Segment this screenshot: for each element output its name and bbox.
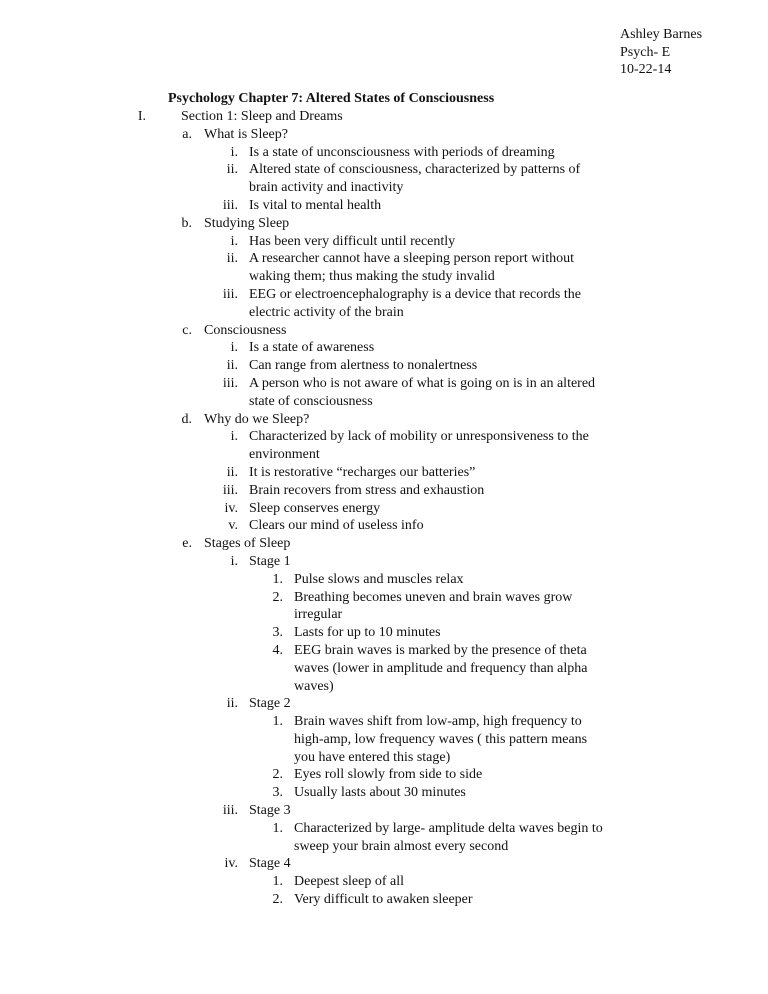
outline-text: Clears our mind of useless info [249, 518, 424, 534]
outline-marker: iv. [224, 856, 238, 872]
outline-text: Stage 1 [249, 553, 291, 569]
outline-marker: 3. [272, 625, 283, 641]
outline-text: Stage 3 [249, 803, 291, 819]
outline-text: Brain recovers from stress and exhaustion [249, 482, 485, 498]
outline-line [0, 446, 768, 464]
outline-line [0, 428, 768, 446]
outline-text: Pulse slows and muscles relax [294, 571, 464, 587]
outline-line [0, 695, 768, 713]
outline-line [0, 606, 768, 624]
outline-text: Is a state of awareness [249, 340, 375, 356]
outline-line [0, 464, 768, 482]
outline-marker: iv. [224, 500, 238, 516]
outline-line [0, 357, 768, 375]
outline-text: Consciousness [204, 322, 287, 338]
notes-outline [0, 108, 768, 909]
outline-text: A person who is not aware of what is going on is in an altered [249, 375, 596, 391]
outline-text: Brain waves shift from low-amp, high frequency to [294, 714, 582, 730]
outline-marker: ii. [226, 162, 238, 178]
outline-marker: i. [230, 144, 238, 160]
outline-text: EEG or electroencephalography is a device that records the [249, 286, 581, 302]
outline-text: A researcher cannot have a sleeping person report without [249, 251, 574, 267]
outline-marker: 2. [272, 767, 283, 783]
outline-marker: ii. [226, 358, 238, 374]
outline-text: Is vital to mental health [249, 197, 382, 213]
student-header [620, 26, 702, 79]
outline-text: Deepest sleep of all [294, 874, 405, 890]
outline-text: waking them; thus making the study invalid [249, 269, 495, 285]
page-title: Psychology Chapter 7: Altered States of Consciousness [168, 91, 495, 106]
outline-text: EEG brain waves is marked by the presence of theta [294, 642, 587, 658]
outline-line [0, 535, 768, 553]
outline-text: state of consciousness [249, 393, 373, 409]
outline-text: environment [249, 447, 320, 463]
outline-text: Characterized by large- amplitude delta waves begin to [294, 820, 603, 836]
outline-marker: i. [230, 340, 238, 356]
outline-marker: 4. [272, 642, 283, 658]
outline-text: Very difficult to awaken sleeper [294, 892, 473, 908]
document-date: 10-22-14 [620, 62, 672, 78]
outline-text: Usually lasts about 30 minutes [294, 785, 466, 801]
outline-marker: 1. [272, 820, 283, 836]
outline-marker: iii. [222, 375, 238, 391]
outline-text: Eyes roll slowly from side to side [294, 767, 483, 783]
outline-line [0, 713, 768, 731]
outline-marker: d. [181, 411, 192, 427]
outline-text: Is a state of unconsciousness with periods of dreaming [249, 144, 555, 160]
outline-text: Why do we Sleep? [204, 411, 310, 427]
outline-text: Section 1: Sleep and Dreams [181, 109, 343, 124]
outline-line [0, 571, 768, 589]
outline-text: Studying Sleep [204, 215, 290, 231]
outline-marker: ii. [226, 251, 238, 267]
outline-marker: 2. [272, 589, 283, 605]
outline-text: What is Sleep? [204, 126, 288, 142]
outline-line [0, 678, 768, 696]
outline-text: Lasts for up to 10 minutes [294, 625, 441, 641]
outline-marker: 1. [272, 571, 283, 587]
outline-line [0, 731, 768, 749]
outline-line [0, 233, 768, 251]
outline-line [0, 482, 768, 500]
outline-text: high-amp, low frequency waves ( this pattern means [294, 731, 588, 747]
outline-line [0, 144, 768, 162]
outline-text: brain activity and inactivity [249, 180, 404, 196]
outline-line [0, 855, 768, 873]
outline-line [0, 161, 768, 179]
outline-marker: iii. [222, 482, 238, 498]
outline-line [0, 304, 768, 322]
outline-marker: b. [181, 215, 192, 231]
outline-marker: iii. [222, 286, 238, 302]
outline-line [0, 197, 768, 215]
outline-marker: v. [228, 518, 238, 534]
outline-line [0, 660, 768, 678]
student-name: Ashley Barnes [620, 27, 703, 42]
outline-line [0, 375, 768, 393]
outline-text: It is restorative “recharges our batteries” [249, 464, 476, 480]
outline-line [0, 820, 768, 838]
outline-marker: I. [137, 109, 146, 124]
outline-line [0, 268, 768, 286]
outline-text: Characterized by lack of mobility or unresponsiveness to the [249, 429, 589, 445]
outline-text: irregular [294, 607, 343, 623]
outline-marker: 1. [272, 714, 283, 730]
outline-line [0, 179, 768, 197]
outline-line [0, 500, 768, 518]
outline-text: Breathing becomes uneven and brain waves grow [294, 589, 573, 605]
outline-marker: iii. [222, 803, 238, 819]
outline-marker: i. [230, 429, 238, 445]
outline-line [0, 766, 768, 784]
outline-text: Can range from alertness to nonalertness [249, 358, 478, 374]
outline-line [0, 411, 768, 429]
outline-line [0, 286, 768, 304]
outline-text: Sleep conserves energy [249, 500, 381, 516]
outline-line [0, 838, 768, 856]
outline-line [0, 873, 768, 891]
outline-text: sweep your brain almost every second [294, 838, 509, 854]
outline-line [0, 589, 768, 607]
outline-marker: ii. [226, 464, 238, 480]
outline-text: Stage 4 [249, 856, 291, 872]
outline-line [0, 891, 768, 909]
outline-text: waves) [294, 678, 334, 694]
outline-marker: i. [230, 553, 238, 569]
outline-line [0, 322, 768, 340]
outline-marker: a. [182, 126, 192, 142]
outline-marker: e. [182, 536, 192, 552]
outline-text: Has been very difficult until recently [249, 233, 456, 249]
outline-line [0, 624, 768, 642]
outline-line [0, 215, 768, 233]
outline-text: Altered state of consciousness, characterized by patterns of [249, 162, 581, 178]
outline-text: you have entered this stage) [294, 749, 451, 765]
outline-marker: iii. [222, 197, 238, 213]
outline-line [0, 553, 768, 571]
outline-line [0, 393, 768, 411]
outline-line [0, 517, 768, 535]
outline-line [0, 802, 768, 820]
outline-marker: c. [182, 322, 192, 338]
outline-text: electric activity of the brain [249, 304, 404, 320]
outline-line [0, 749, 768, 767]
outline-text: Stages of Sleep [204, 536, 291, 552]
class-period: Psych- E [620, 44, 671, 60]
outline-line [0, 642, 768, 660]
outline-marker: ii. [226, 696, 238, 712]
outline-text: waves (lower in amplitude and frequency than alpha [294, 660, 588, 676]
outline-marker: i. [230, 233, 238, 249]
outline-marker: 2. [272, 892, 283, 908]
outline-marker: 1. [272, 874, 283, 890]
outline-line [0, 108, 768, 126]
outline-marker: 3. [272, 785, 283, 801]
outline-line [0, 339, 768, 357]
outline-line [0, 126, 768, 144]
outline-line [0, 784, 768, 802]
outline-line [0, 250, 768, 268]
outline-text: Stage 2 [249, 696, 291, 712]
